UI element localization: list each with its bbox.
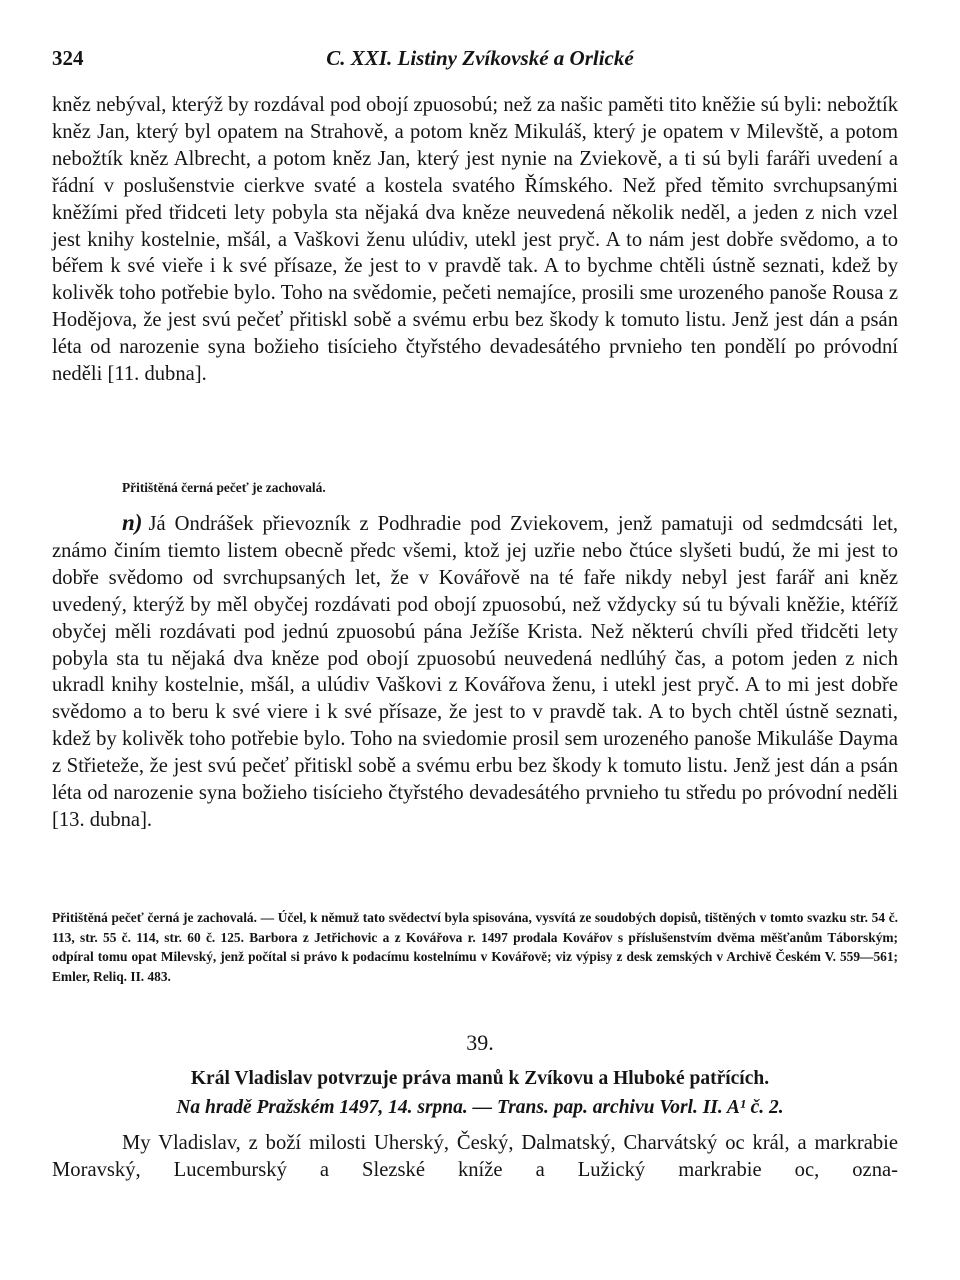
page-number: 324 bbox=[52, 46, 84, 70]
document-number: 39. bbox=[466, 1030, 494, 1055]
item-n-paragraph bbox=[52, 510, 898, 834]
running-title: C. XXI. Listiny Zvíkovské a Orlické bbox=[326, 46, 634, 70]
document-opening bbox=[52, 1130, 898, 1184]
paragraph-1: kněz nebýval, kterýž by rozdával pod obojí zpuosobú; než za našic paměti tito kněžie sú byli: nebožtík kněz Jan, který byl opatem na Strahově, a potom kněz Mikuláš, který je opatem v Milevště, a potom nebožtík kněz Albrecht, a potom kněz Jan, který jest nynie na Zviekově, a ti sú byli faráři uvedení a řádní v poslušenstvie cierkve svaté a kostela svatého Římského. Než před těmito svrchupsanými kněžími před třidceti lety pobyla sta nějaká dva kněze neuvedená několik neděl, a jeden z nich vzel jest knihy kostelnie, mšál, a Vaškovi ženu ulúdiv, utekl jest pryč. A to nám jest dobře svědomo, a to béřem k své vieře i k své přísaze, že jest to v pravdě tak. A to bychme chtěli ústně seznati, kdež by kolivěk toho potřebie bylo. Toho na svědomie, pečeti nemajíce, prosili sme urozeného panoše Rousa z Hodějova, že jest svú pečeť přitiskl sobě a svému erbu bez škody k tomuto listu. Jenž jest dán a psán léta od narozenie syna božieho tisícieho čtyřstého devadesátého prvnieho ten pondělí po próvodní neděli [11. dubna]. bbox=[52, 94, 898, 386]
seal-note-1: Přitištěná černá pečeť je zachovalá. bbox=[122, 480, 326, 495]
document-source: Na hradě Pražském 1497, 14. srpna. — Trans. pap. archivu Vorl. II. A¹ č. 2. bbox=[176, 1097, 784, 1118]
item-label: n) bbox=[122, 510, 143, 535]
footnote: Přitištěná pečeť černá je zachovalá. — Účel, k němuž tato svědectví byla spisována, vysvítá ze soudobých dopisů, tištěných v tomto svazku str. 54 č. 113, str. 55 č. 114, str. 60 č. 125. Barbora z Jetřichovic a z Kovářova r. 1497 prodala Kovářov s příslušenstvím dvěma měšťanům Táborským; odpíral tomu opat Milevský, jenž počítal si právo k podacímu kostelnímu v Kovářově; viz výpisy z desk zemských v Archivě Českém V. 559—561; Emler, Reliq. II. 483. bbox=[52, 910, 898, 984]
item-text: Já Ondrášek přievozník z Podhradie pod Zviekovem, jenž pamatuji od sedmdcsáti let, známo činím tiemto listem obecně předc všemi, ktož jej uzřie nebo čtúce slyšeti budú, že mi jest to dobře svědomo od svrchupsaných let, že v Kovářově na té faře nikdy nebyl jest farář ani kněz uvedený, kterýž by měl obyčej rozdávati pod obojí zpuosobú, než vždycky sú tu bývali kněžie, ktéříž obyčej měli rozdávati pod jednú zpuosobú pána Ježíše Krista. Než některú chvíli před třidcěti lety pobyla sta tu nějaká dva kněze pod obojí zpuosobú neuvedená nedlúhý čas, a potom jeden z nich ukradl knihy kostelnie, mšál, a ulúdiv Vaškovi z Kovářova ženu, i utekl jest pryč. A to mi jest dobře svědomo a to beru k své viere i k své přísaze, že jest to v pravdě tak. A to bych chtěl ústně seznati, kdež by kolivěk toho potřebie bylo. Toho na sviedomie prosil sem urozeného panoše Mikuláše Dayma z Střieteže, že jest svú pečeť přitiskl sobě a svému erbu bez škody k tomuto listu. Jenž jest dán a psán léta od narozenie syna božieho tisícieho čtyřstého devadesátého prvnieho tu středu po próvodní neděli [13. dubna]. bbox=[52, 513, 898, 831]
document-opening-text: My Vladislav, z boží milosti Uherský, Český, Dalmatský, Charvátský oc král, a markrabie Moravský, Lucemburský a Slezské kníže a Lužický markrabie oc, ozna- bbox=[52, 1132, 898, 1181]
page-header bbox=[52, 46, 908, 74]
document-heading: Král Vladislav potvrzuje práva manů k Zvíkovu a Hluboké patřících. bbox=[190, 1068, 770, 1089]
